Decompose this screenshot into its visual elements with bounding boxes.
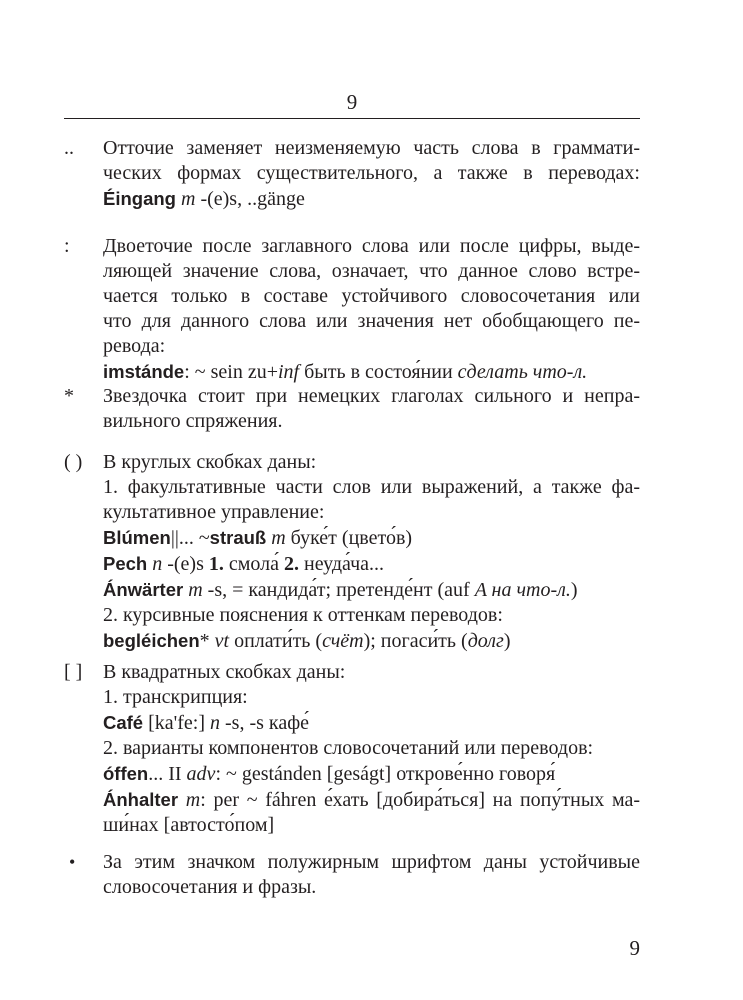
entry-text-line: ревода: bbox=[103, 335, 166, 357]
example-line bbox=[103, 787, 640, 813]
grammar-gender: m bbox=[188, 579, 203, 601]
entry-text-line: Двоеточие после заглавного слова или после цифры, выде- bbox=[103, 235, 640, 257]
example-rest: ... II bbox=[148, 763, 187, 785]
entry-subitem: 2. курсивные пояснения к оттенкам переводов: bbox=[103, 604, 503, 626]
entry-text-line: культативное управление: bbox=[103, 501, 325, 523]
headword: Café bbox=[103, 712, 144, 733]
entry-text-line: вильного спряжения. bbox=[103, 410, 283, 432]
entry-subitem: 1. транскрипция: bbox=[103, 686, 248, 708]
grammar-pos: adv bbox=[186, 763, 216, 785]
grammar-gender: m bbox=[271, 527, 286, 549]
headword: Ánhalter bbox=[103, 789, 179, 810]
entry-text-line: чается только в составе устойчивого словосочетания или bbox=[103, 285, 640, 307]
example-rest: -(e)s bbox=[162, 553, 209, 575]
grammar-gender: m bbox=[180, 188, 196, 210]
example-rest: ) bbox=[570, 579, 578, 601]
example-rest: -(e)s, ..gänge bbox=[195, 188, 305, 210]
example-part: быть в состоя́нии bbox=[299, 361, 458, 383]
entry-intro: В квадратных скобках даны: bbox=[103, 661, 346, 683]
headword: begléichen bbox=[103, 630, 200, 651]
entry-marker: ( ) bbox=[64, 451, 83, 473]
entry-text-line: словосочетания и фразы. bbox=[103, 876, 317, 898]
entry-text-line: ляющей значение слова, означает, что данное слово встре- bbox=[103, 260, 640, 282]
entry-asterisk bbox=[64, 384, 640, 434]
entry-text-line: За этим значком полужирным шрифтом даны устойчивые bbox=[103, 851, 640, 873]
headword: Éingang bbox=[103, 188, 176, 209]
example-rest: оплати́ть ( bbox=[229, 630, 323, 652]
example-line bbox=[103, 628, 640, 654]
example-line bbox=[103, 710, 640, 736]
headword: imstánde bbox=[103, 361, 185, 382]
entry-marker: .. bbox=[64, 137, 74, 159]
entry-bullet bbox=[64, 850, 640, 900]
example-part: : ~ sein zu+ bbox=[184, 361, 278, 383]
example-rest: неуда́ча... bbox=[299, 553, 385, 575]
headword-compound: strauß bbox=[209, 527, 267, 548]
headword: Ánwärter bbox=[103, 579, 184, 600]
strong-verb-star: * bbox=[199, 630, 210, 652]
headword: Blúmen bbox=[103, 527, 171, 548]
example-italic: долг bbox=[467, 630, 504, 652]
example-rest: ); погаси́ть ( bbox=[363, 630, 468, 652]
entry-parentheses bbox=[64, 450, 640, 654]
example-rest: -s, = кандида́т; претенде́нт (auf bbox=[202, 579, 475, 601]
example-italic: A на что-л. bbox=[474, 579, 571, 601]
example-rest: -s, -s кафе́ bbox=[220, 712, 310, 734]
headword: óffen bbox=[103, 763, 149, 784]
running-head-page-number: 9 bbox=[346, 90, 358, 114]
entry-text-line: 1. факультативные части слов или выражений, а также фа- bbox=[103, 476, 640, 498]
grammar-gender: m bbox=[185, 789, 201, 811]
bullet-icon: • bbox=[69, 852, 76, 872]
example-rest: : per ~ fáhren е́хать [добира́ться] на попу́тных ма- bbox=[200, 789, 641, 811]
entry-square-brackets bbox=[64, 660, 640, 838]
sense-number: 1. bbox=[208, 553, 224, 575]
entry-subitem: 2. варианты компонентов словосочетаний или переводов: bbox=[103, 737, 594, 759]
grammar-inf: inf bbox=[277, 361, 300, 383]
example-line bbox=[103, 186, 640, 212]
example-line bbox=[103, 551, 640, 577]
grammar-gender: n bbox=[210, 712, 221, 734]
sense-number: 2. bbox=[284, 553, 299, 575]
example-line: ши́нах [автосто́пом] bbox=[103, 814, 275, 836]
header-rule bbox=[64, 118, 640, 119]
folio-page-number: 9 bbox=[629, 936, 640, 960]
headword: Pech bbox=[103, 553, 148, 574]
entry-colon bbox=[64, 234, 640, 385]
entry-ellipsis bbox=[64, 136, 640, 212]
example-italic: счёт bbox=[322, 630, 364, 652]
example-italic: сделать что-л. bbox=[457, 361, 588, 383]
entry-text-line: ческих формах существительного, а также в переводах: bbox=[103, 162, 640, 184]
example-line bbox=[103, 525, 640, 551]
entry-marker: : bbox=[64, 235, 70, 257]
example-rest: буке́т (цвето́в) bbox=[285, 527, 413, 549]
example-rest: смола́ bbox=[223, 553, 284, 575]
entry-marker: [ ] bbox=[64, 661, 83, 683]
grammar-pos: vt bbox=[214, 630, 230, 652]
entry-text-line: Отточие заменяет неизменяемую часть слова в граммати- bbox=[103, 137, 640, 159]
example-rest: ) bbox=[503, 630, 511, 652]
transcription: [ka'fe:] bbox=[143, 712, 211, 734]
grammar-gender: n bbox=[152, 553, 163, 575]
entry-marker: * bbox=[64, 385, 74, 407]
entry-text-line: Звездочка стоит при немецких глаголах сильного и непра- bbox=[103, 385, 640, 407]
entry-intro: В круглых скобках даны: bbox=[103, 451, 317, 473]
example-rest: : ~ gestánden [geságt] открове́нно говоря́ bbox=[215, 763, 556, 785]
compound-separator: ||... ~ bbox=[170, 527, 210, 549]
example-line bbox=[103, 359, 640, 385]
example-line bbox=[103, 577, 640, 603]
entry-text-line: что для данного слова или значения нет обобщающего пе- bbox=[103, 310, 640, 332]
example-line bbox=[103, 761, 640, 787]
